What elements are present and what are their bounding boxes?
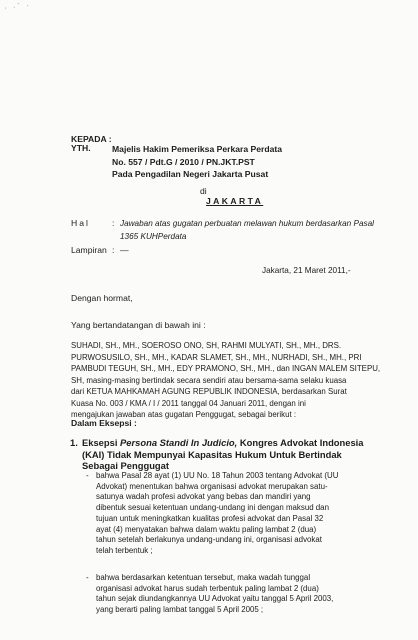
paragraph-line: PURWOSUSILO, SH., MH., KADAR SLAMET, SH., MH., NURHADI, SH., MH., PRI [71,352,362,362]
paragraph-line: dari KETUA MAHKAMAH AGUNG REPUBLIK INDONESIA, berdasarkan Surat [71,387,347,396]
bullet-line: Advokat) menentukan bahwa organisasi advokat merupakan satu- [96,481,328,491]
bullet-line: satunya wadah profesi advokat yang bebas dan mandiri yang [96,492,311,502]
bullet-line: bahwa Pasal 28 ayat (1) UU No. 18 Tahun 2003 tentang Advokat (UU [96,471,339,480]
hal-colon: : [112,218,115,228]
kepada-label: KEPADA : [71,134,112,144]
exception-heading: Dalam Eksepsi : [71,418,137,428]
point-number: 1. [70,437,78,448]
bullet-line: tujuan untuk meningkatkan kualitas profesi advokat dan Pasal 32 [96,513,324,523]
lampiran-label: Lampiran [71,245,107,255]
heading-italic: Persona Standi In Judicio, [120,437,238,448]
point-heading-line: Sebagai Penggugat [82,460,169,471]
yth-label: YTH. [71,143,91,153]
addressee-block [112,143,282,181]
letter-date: Jakarta, 21 Maret 2011,- [262,266,351,275]
point-heading-first-line [82,437,404,449]
addressee-line: Pada Pengadilan Negeri Jakarta Pusat [112,169,269,179]
signed-intro: Yang bertandatangan di bawah ini : [71,320,206,330]
city-label: JAKARTA [206,196,264,206]
paragraph-line: PAMBUDI TEGUH, SH., MH., EDY PRAMONO, SH., MH., dan INGAN MALEM SITEPU, [71,364,381,373]
addressee-line: No. 557 / Pdt.G / 2010 / PN.JKT.PST [112,156,255,167]
bullet-line: tahun sejak diundangkannya UU Advokat yaitu tanggal 5 April 2003, [96,594,334,604]
hal-label: Hal [71,218,90,228]
heading-prefix: Eksepsi [82,437,121,448]
bullet-item [96,573,400,616]
bullet-line: organisasi advokat harus sudah terbentuk paling lambat 2 (dua) [96,583,319,593]
bullet-line: telah terbentuk ; [96,545,153,555]
subject-text: Jawaban atas gugatan perbuatan melawan hukum berdasarkan Pasal 1365 KUHPerdata [120,219,374,241]
di-label: di [200,186,207,196]
bullet-line: dibentuk sesuai ketentuan undang-undang ini dengan maksud dan [96,503,329,513]
scan-specks: · ·´ · [3,0,32,13]
bullet-line: ayat (4) menyatakan bahwa dalam waktu paling lambat 2 (dua) [96,524,317,534]
paragraph-line: SUHADI, SH., MH., SOEROSO ONO, SH, RAHMI MULYATI, SH., MH., DRS. [71,341,342,350]
bullet-item [96,471,400,557]
salutation: Dengan hormat, [71,293,133,303]
paragraph-line: Kuasa No. 003 / KMA / I / 2011 tanggal 04 Januari 2011, dengan ini [71,398,306,408]
body-paragraph [71,340,397,421]
lampiran-colon: : [112,245,115,255]
point-heading-line: (KAI) Tidak Mempunyai Kapasitas Hukum Untuk Bertindak [82,448,342,460]
bullet-dash: - [86,573,89,582]
paragraph-line: mengajukan jawaban atas gugatan Penggugat, sebagai berikut : [71,410,297,419]
paragraph-line: SH, masing-masing bertindak secara sendiri atau bersama-sama selaku kuasa [71,375,347,385]
addressee-line: Majelis Hakim Pemeriksa Perkara Perdata [112,144,283,154]
heading-rest: Kongres Advokat Indonesia [237,437,364,448]
bullet-line: yang berarti paling lambat tanggal 5 April 2005 ; [96,605,264,615]
lampiran-value: — [120,245,129,255]
bullet-dash: - [86,471,89,480]
bullet-line: tahun setelah berlakunya undang-undang ini, organisasi advokat [96,535,322,545]
point-heading [82,437,404,472]
bullet-line: bahwa berdasarkan ketentuan tersebut, maka wadah tunggal [96,573,311,582]
